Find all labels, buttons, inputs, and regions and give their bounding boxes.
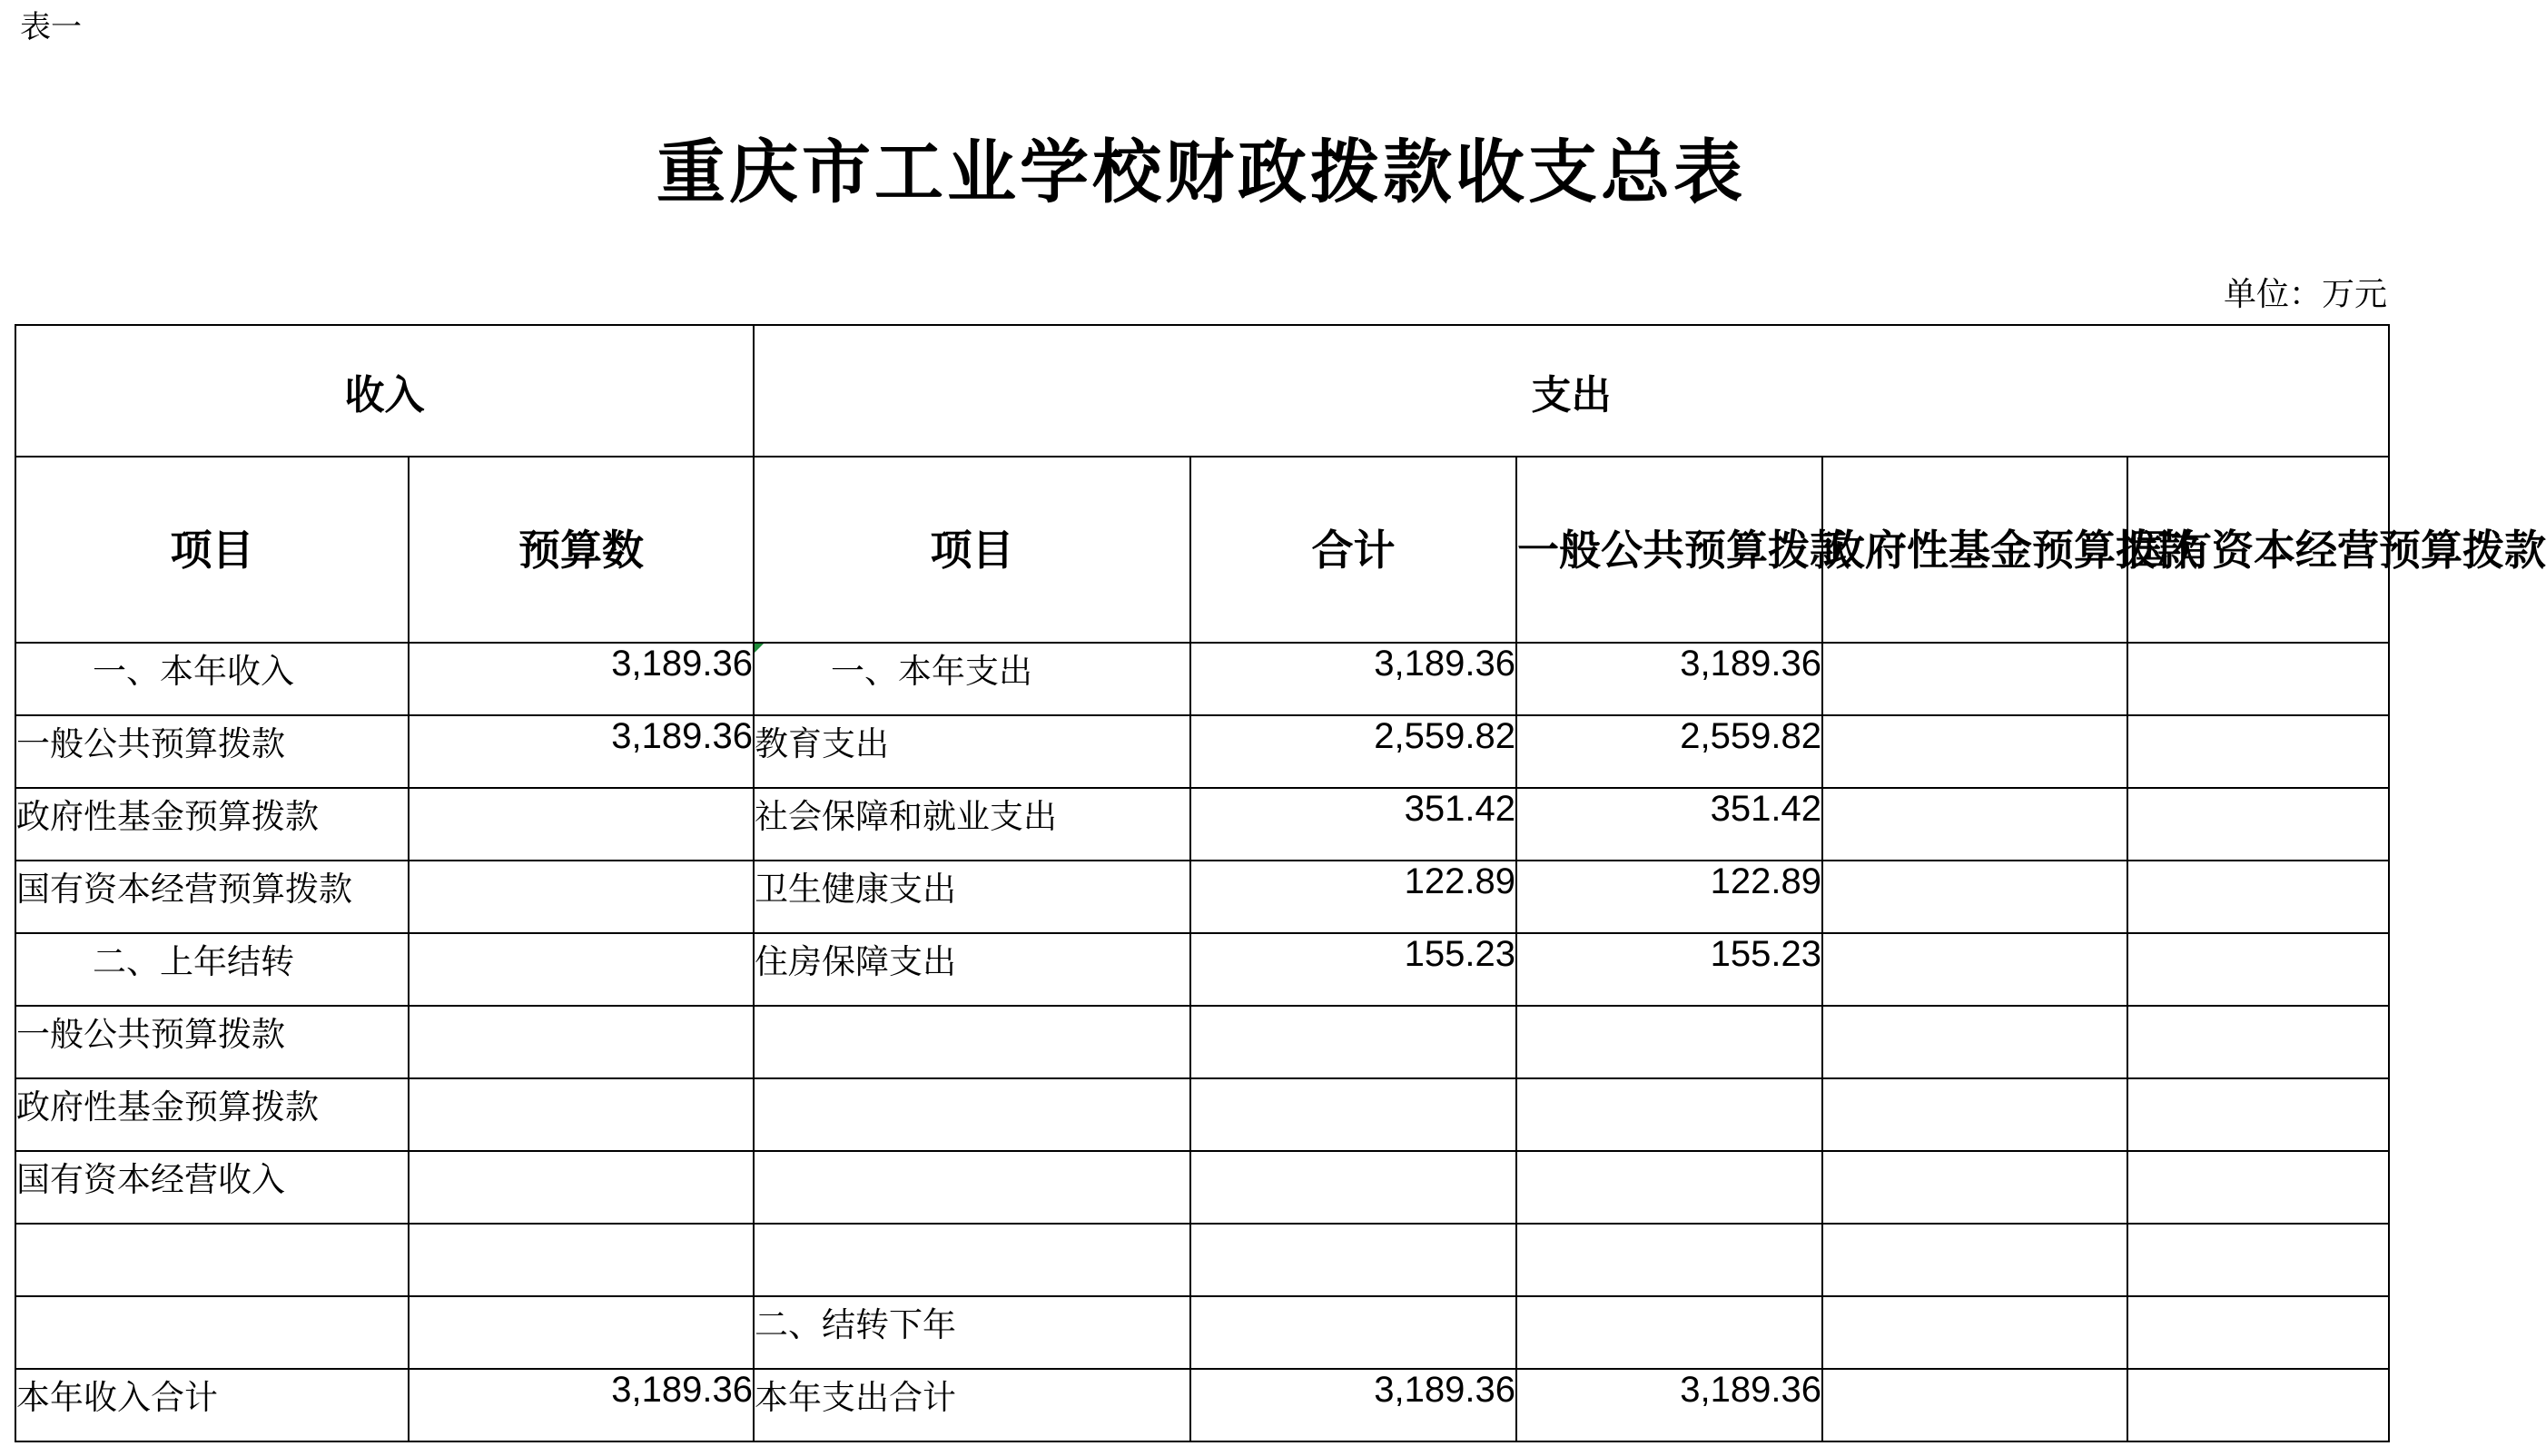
expenditure-item-cell	[754, 643, 1190, 715]
table-row	[15, 1078, 2389, 1151]
state-capital-cell	[2127, 861, 2389, 933]
total-cell: 3,189.36	[1190, 1369, 1516, 1441]
income-budget-cell	[409, 1296, 754, 1369]
table-row	[15, 643, 2389, 715]
government-fund-cell	[1822, 643, 2127, 715]
state-capital-cell	[2127, 1224, 2389, 1296]
total-cell: 155.23	[1190, 933, 1516, 1006]
state-capital-cell	[2127, 1296, 2389, 1369]
general-public-cell: 2,559.82	[1516, 715, 1822, 788]
total-cell	[1190, 1078, 1516, 1151]
expenditure-item-cell	[754, 1078, 1190, 1151]
general-public-cell: 155.23	[1516, 933, 1822, 1006]
total-cell	[1190, 1224, 1516, 1296]
expenditure-item-cell	[754, 1151, 1190, 1224]
government-fund-cell	[1822, 1296, 2127, 1369]
expenditure-item-cell	[754, 1006, 1190, 1078]
budget-table	[15, 324, 2546, 1442]
total-cell: 3,189.36	[1190, 643, 1516, 715]
general-public-cell	[1516, 1006, 1822, 1078]
income-item-cell: 二、上年结转	[15, 933, 409, 1006]
income-item-cell: 政府性基金预算拨款	[15, 1078, 409, 1151]
expenditure-item-cell: 住房保障支出	[754, 933, 1190, 1006]
government-fund-cell	[1822, 1369, 2127, 1441]
total-cell	[1190, 1296, 1516, 1369]
table-row	[15, 788, 2389, 861]
total-cell: 122.89	[1190, 861, 1516, 933]
cell-comment-marker	[755, 644, 764, 653]
table-row	[15, 861, 2389, 933]
expenditure-item-cell: 社会保障和就业支出	[754, 788, 1190, 861]
expenditure-item-cell	[754, 1224, 1190, 1296]
income-budget-cell: 3,189.36	[409, 715, 754, 788]
state-capital-cell	[2127, 715, 2389, 788]
income-budget-cell: 3,189.36	[409, 643, 754, 715]
income-budget-cell	[409, 1078, 754, 1151]
income-budget-cell: 3,189.36	[409, 1369, 754, 1441]
total-cell	[1190, 1006, 1516, 1078]
government-fund-cell	[1822, 788, 2127, 861]
income-budget-cell	[409, 861, 754, 933]
state-capital-cell	[2127, 1369, 2389, 1441]
table-row	[15, 933, 2389, 1006]
total-cell: 2,559.82	[1190, 715, 1516, 788]
government-fund-cell	[1822, 715, 2127, 788]
unit-label: 单位：万元	[2223, 276, 2387, 313]
government-fund-cell	[1822, 1078, 2127, 1151]
general-public-cell	[1516, 1296, 1822, 1369]
income-item-cell: 一般公共预算拨款	[15, 1006, 409, 1078]
general-public-cell: 122.89	[1516, 861, 1822, 933]
general-public-cell: 3,189.36	[1516, 643, 1822, 715]
table-row	[15, 1006, 2389, 1078]
general-public-header: 一般公共预算拨款	[1516, 457, 1822, 643]
expenditure-item-text: 一、本年支出	[831, 652, 1032, 691]
general-public-cell: 3,189.36	[1516, 1369, 1822, 1441]
expenditure-item-cell: 二、结转下年	[754, 1296, 1190, 1369]
state-capital-header: 国有资本经营预算拨款	[2127, 457, 2389, 643]
income-budget-cell	[409, 788, 754, 861]
income-item-cell	[15, 1296, 409, 1369]
income-budget-cell	[409, 1006, 754, 1078]
income-item-cell: 国有资本经营收入	[15, 1151, 409, 1224]
income-item-header: 项目	[15, 457, 409, 643]
government-fund-cell	[1822, 1224, 2127, 1296]
expenditure-item-cell: 本年支出合计	[754, 1369, 1190, 1441]
group-header-row	[15, 325, 2389, 457]
column-header-row	[15, 457, 2389, 643]
income-budget-header: 预算数	[409, 457, 754, 643]
general-public-cell	[1516, 1224, 1822, 1296]
state-capital-cell	[2127, 1006, 2389, 1078]
state-capital-cell	[2127, 643, 2389, 715]
general-public-cell: 351.42	[1516, 788, 1822, 861]
income-item-cell: 本年收入合计	[15, 1369, 409, 1441]
government-fund-header: 政府性基金预算拨款	[1822, 457, 2127, 643]
table-label: 表一	[20, 9, 82, 45]
table-row	[15, 1296, 2389, 1369]
income-item-cell: 一、本年收入	[15, 643, 409, 715]
total-header: 合计	[1190, 457, 1516, 643]
expenditure-item-cell: 教育支出	[754, 715, 1190, 788]
income-item-cell: 政府性基金预算拨款	[15, 788, 409, 861]
table-row	[15, 715, 2389, 788]
income-budget-cell	[409, 1151, 754, 1224]
government-fund-cell	[1822, 1006, 2127, 1078]
income-group-header: 收入	[15, 325, 754, 457]
table-row	[15, 1151, 2389, 1224]
total-cell: 351.42	[1190, 788, 1516, 861]
table-row	[15, 1369, 2389, 1441]
total-cell	[1190, 1151, 1516, 1224]
expenditure-item-header: 项目	[754, 457, 1190, 643]
state-capital-cell	[2127, 1078, 2389, 1151]
expenditure-item-cell: 卫生健康支出	[754, 861, 1190, 933]
government-fund-cell	[1822, 861, 2127, 933]
income-item-cell: 国有资本经营预算拨款	[15, 861, 409, 933]
table-row	[15, 1224, 2389, 1296]
income-item-cell: 一般公共预算拨款	[15, 715, 409, 788]
state-capital-cell	[2127, 933, 2389, 1006]
expenditure-group-header: 支出	[754, 325, 2389, 457]
income-budget-cell	[409, 1224, 754, 1296]
general-public-cell	[1516, 1078, 1822, 1151]
state-capital-cell	[2127, 1151, 2389, 1224]
government-fund-cell	[1822, 1151, 2127, 1224]
general-public-cell	[1516, 1151, 1822, 1224]
income-item-cell	[15, 1224, 409, 1296]
page-title: 重庆市工业学校财政拨款收支总表	[656, 132, 1746, 212]
state-capital-cell	[2127, 788, 2389, 861]
government-fund-cell	[1822, 933, 2127, 1006]
income-budget-cell	[409, 933, 754, 1006]
